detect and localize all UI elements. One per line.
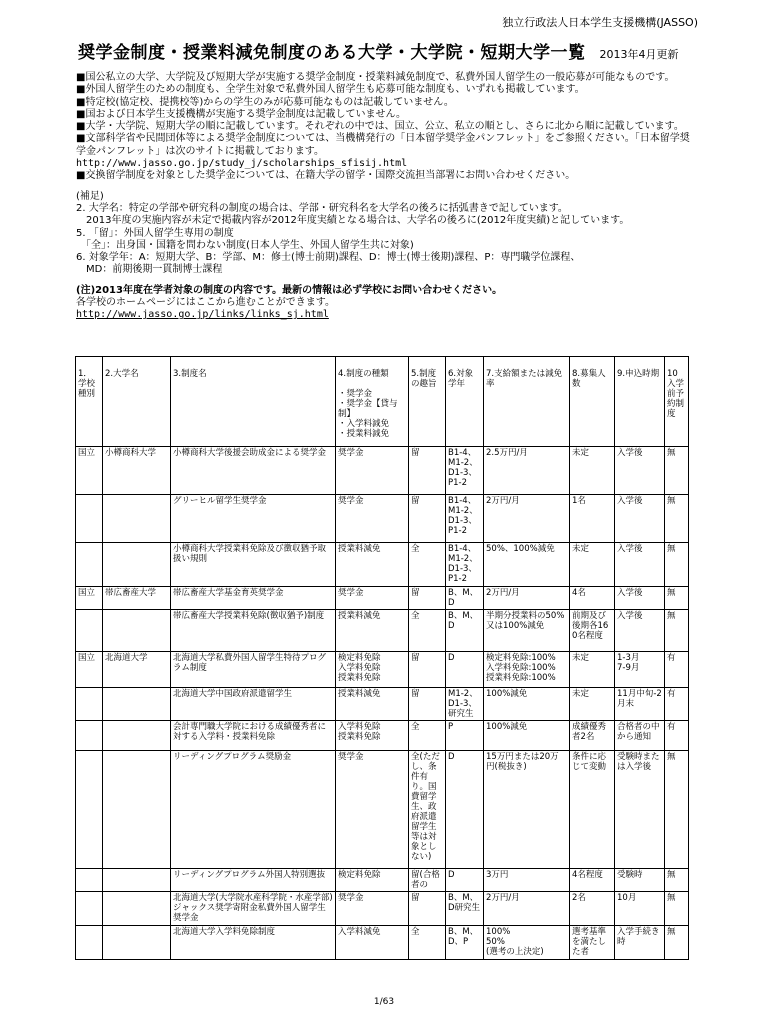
cell-amount: 2万円/月 [484,587,570,610]
supplement-line: MD：前期後期一貫制博士課程 [76,264,223,276]
header-count: 8.募集人数 [570,357,615,447]
cell-reservation: 有 [665,652,689,688]
cell-purpose: 留 [409,587,446,610]
cell-period: 入学後 [615,447,665,495]
cell-period: 11月中旬-2月末 [615,688,665,721]
cell-type: 授業料減免 [336,610,409,652]
header-grade: 6.対象学年 [446,357,484,447]
intro-line: ■文部科学省や民間団体等による奨学金制度については、当機構発行の「日本留学奨学金パンフレット」をご参照ください。「日本留学奨学金パンフレット」は次のサイトに掲載しております。 [76,133,690,157]
update-date: 2013年4月更新 [599,48,679,61]
cell-program: グリーヒル留学生奨学金 [171,495,336,543]
intro-line: ■外国人留学生のための制度も、全学生対象で私費外国人留学生も応募可能な制度も、いずれも掲載しています。 [76,84,585,96]
table-row [76,543,689,587]
cell-program: 小樽商科大学後援会助成金による奨学金 [171,447,336,495]
cell-university [103,721,171,751]
cell-program: 北海道大学中国政府派遣留学生 [171,688,336,721]
cell-grade: P [446,721,484,751]
cell-amount: 2万円/月 [484,892,570,926]
cell-program: リーディングプログラム奨励金 [171,751,336,869]
supplement-line: 6. 対象学年：A：短期大学、B：学部、M：修士(博士前期)課程、D：博士(博士後期)課程、P：専門職学位課程、 [76,252,581,264]
cell-program: 帯広畜産大学基金育英奨学金 [171,587,336,610]
homepage-text: 各学校のホームページにはここから進むことができます。 [76,297,335,309]
cell-period: 入学後 [615,543,665,587]
table-row [76,610,689,652]
supplement-heading: (補足) [76,190,104,202]
supplement-line: 「全」：出身国・国籍を問わない制度(日本人学生、外国人留学生共に対象) [76,239,414,251]
cell-university [103,926,171,960]
cell-count: 前期及び後期各160名程度 [570,610,615,652]
cell-period: 合格者の中から通知 [615,721,665,751]
table-row [76,892,689,926]
cell-reservation: 無 [665,892,689,926]
cell-school-type [76,495,103,543]
cell-count: 条件に応じて変動 [570,751,615,869]
cell-type: 奨学金 [336,447,409,495]
cell-type: 授業料減免 [336,543,409,587]
cell-university [103,495,171,543]
cell-period: 受験時 [615,869,665,892]
cell-grade: B1-4、M1-2、D1-3、P1-2 [446,543,484,587]
cell-program: 小樽商科大学授業料免除及び徴収猶予取扱い規則 [171,543,336,587]
organization-name: 独立行政法人日本学生支援機構(JASSO) [502,16,698,29]
table-row [76,447,689,495]
cell-amount: 100%減免 [484,688,570,721]
cell-university [103,869,171,892]
table-row [76,495,689,543]
supplement-line: 2. 大学名：特定の学部や研究科の制度の場合は、学部・研究科名を大学名の後ろに括弧書きで記しています。 [76,202,568,214]
table-row [76,869,689,892]
cell-period: 1-3月 7-9月 [615,652,665,688]
cell-school-type [76,892,103,926]
cell-count: 未定 [570,688,615,721]
cell-grade: B、M、D [446,587,484,610]
cell-program: 北海道大学入学料免除制度 [171,926,336,960]
table-header-row [76,357,689,447]
cell-reservation: 無 [665,869,689,892]
title-row [78,38,718,63]
cell-count: 1名 [570,495,615,543]
intro-line: ■大学・大学院、短期大学の順に記載しています。それぞれの中では、国立、公立、私立の順とし、さらに北から順に記載しています。 [76,121,684,133]
cell-type: 奨学金 [336,587,409,610]
header-type: 4.制度の種類 ・奨学金 ・奨学金【貸与制】 ・入学料減免 ・授業料減免 [336,357,409,447]
cell-grade: B1-4、M1-2、D1-3、P1-2 [446,447,484,495]
header-university: 2.大学名 [103,357,171,447]
cell-purpose: 留 [409,652,446,688]
cell-amount: 検定料免除:100% 入学料免除:100% 授業料免除:100% [484,652,570,688]
cell-type: 授業料減免 [336,688,409,721]
cell-school-type: 国立 [76,447,103,495]
cell-program: リーディングプログラム外国人特別選抜 [171,869,336,892]
cell-count: 未定 [570,652,615,688]
cell-reservation: 無 [665,447,689,495]
cell-school-type [76,926,103,960]
cell-purpose: 留(合格者の [409,869,446,892]
cell-purpose: 全 [409,543,446,587]
supplement-line: 5. 「留」：外国人留学生専用の制度 [76,227,234,239]
table-row [76,652,689,688]
cell-grade: D [446,751,484,869]
homepage-link[interactable]: http://www.jasso.go.jp/links/links_sj.html [76,309,329,321]
cell-period: 入学手続き時 [615,926,665,960]
cell-period: 受験時または入学後 [615,751,665,869]
cell-period: 入学後 [615,495,665,543]
cell-type: 奨学金 [336,892,409,926]
cell-grade: B、M、D研究生 [446,892,484,926]
cell-purpose: 留 [409,495,446,543]
cell-school-type [76,688,103,721]
cell-amount: 半期分授業料の50%又は100%減免 [484,610,570,652]
cell-count: 4名 [570,587,615,610]
header-program: 3.制度名 [171,357,336,447]
cell-school-type: 国立 [76,587,103,610]
supplement-line: 2013年度の実施内容が未定で掲載内容が2012年度実績となる場合は、大学名の後ろに(2012年度実績)と記しています。 [76,215,630,227]
pamphlet-url[interactable]: http://www.jasso.go.jp/study_j/scholarships_sfisij.html [76,158,408,170]
cell-university [103,688,171,721]
table-row [76,751,689,869]
header-school-type: 1．学校種別 [76,357,103,447]
table-row [76,587,689,610]
cell-reservation: 無 [665,610,689,652]
cell-program: 北海道大学(大学院水産科学院・水産学部)ジャックス奨学寄附金私費外国人留学生奨学金 [171,892,336,926]
cell-type: 入学料免除 授業料免除 [336,721,409,751]
header-amount: 7.支給額または減免率 [484,357,570,447]
cell-count: 選考基準を満たした者 [570,926,615,960]
cell-period: 10月 [615,892,665,926]
cell-university: 帯広畜産大学 [103,587,171,610]
intro-line: ■特定校(協定校、提携校等)からの学生のみが応募可能なものは記載していません。 [76,96,454,108]
cell-amount: 2.5万円/月 [484,447,570,495]
cell-type: 奨学金 [336,495,409,543]
cell-purpose: 全(ただし、条件有り。国費留学生、政府派遣留学生等は対象としない) [409,751,446,869]
cell-type: 検定料免除 入学料免除 授業料免除 [336,652,409,688]
cell-school-type [76,610,103,652]
cell-grade: D [446,869,484,892]
cell-period: 入学後 [615,610,665,652]
cell-period: 入学後 [615,587,665,610]
cell-purpose: 留 [409,447,446,495]
cell-type: 奨学金 [336,751,409,869]
cell-grade: M1-2、D1-3、研究生 [446,688,484,721]
cell-count: 2名 [570,892,615,926]
cell-type: 検定料免除 [336,869,409,892]
header-reservation: 10入学前予約制度 [665,357,689,447]
page-title: 奨学金制度・授業料減免制度のある大学・大学院・短期大学一覧 [78,43,586,63]
cell-amount: 3万円 [484,869,570,892]
cell-reservation: 有 [665,721,689,751]
cell-university: 小樽商科大学 [103,447,171,495]
table-row [76,926,689,960]
cell-grade: B1-4、M1-2、D1-3、P1-2 [446,495,484,543]
scholarship-table [75,356,689,960]
cell-university: 北海道大学 [103,652,171,688]
table-row [76,688,689,721]
intro-line: ■交換留学制度を対象とした奨学金については、在籍大学の留学・国際交流担当部署にお問い合わせください。 [76,170,576,182]
cell-school-type [76,721,103,751]
cell-school-type [76,869,103,892]
cell-school-type [76,543,103,587]
cell-amount: 15万円または20万円(税抜き) [484,751,570,869]
notes-section [76,72,694,322]
cell-amount: 2万円/月 [484,495,570,543]
cell-purpose: 留 [409,688,446,721]
cell-amount: 100%減免 [484,721,570,751]
header-period: 9.申込時期 [615,357,665,447]
cell-purpose: 全 [409,926,446,960]
cell-grade: D [446,652,484,688]
cell-reservation: 有 [665,688,689,721]
cell-type: 入学料減免 [336,926,409,960]
header-purpose: 5.制度の趣旨 [409,357,446,447]
page-number: 1/63 [373,997,395,1007]
cell-reservation: 無 [665,926,689,960]
cell-school-type: 国立 [76,652,103,688]
cell-amount: 100% 50% (選考の上決定) [484,926,570,960]
intro-line: ■国公私立の大学、大学院及び短期大学が実施する奨学金制度・授業料減免制度で、私費外国人留学生の一般応募が可能なものです。 [76,72,675,83]
cell-count: 未定 [570,447,615,495]
cell-reservation: 無 [665,543,689,587]
cell-program: 帯広畜産大学授業料免除(徴収猶予)制度 [171,610,336,652]
cell-reservation: 無 [665,751,689,869]
cell-purpose: 全 [409,610,446,652]
cell-university [103,610,171,652]
intro-line: ■国および日本学生支援機構が実施する奨学金制度は記載していません。 [76,108,407,120]
cell-reservation: 無 [665,587,689,610]
cell-program: 北海道大学私費外国人留学生特待プログラム制度 [171,652,336,688]
cell-count: 未定 [570,543,615,587]
cell-university [103,543,171,587]
cell-university [103,892,171,926]
cell-reservation: 無 [665,495,689,543]
cell-purpose: 全 [409,721,446,751]
notice-text: (注)2013年度在学者対象の制度の内容です。最新の情報は必ず学校にお問い合わせください。 [76,284,503,296]
table-row [76,721,689,751]
cell-amount: 50%、100%減免 [484,543,570,587]
cell-count: 成績優秀者2名 [570,721,615,751]
cell-purpose: 留 [409,892,446,926]
cell-school-type [76,751,103,869]
cell-university [103,751,171,869]
cell-grade: B、M、D、P [446,926,484,960]
cell-count: 4名程度 [570,869,615,892]
cell-program: 会計専門職大学院における成績優秀者に対する入学料・授業料免除 [171,721,336,751]
cell-grade: B、M、D [446,610,484,652]
